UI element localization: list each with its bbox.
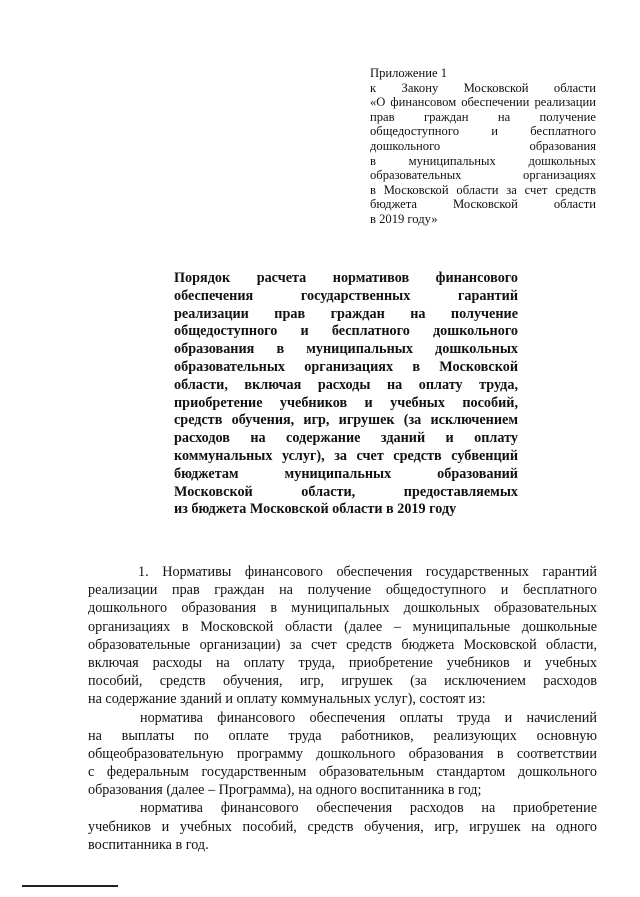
title-line: Порядок расчета нормативов финансового — [174, 270, 518, 286]
body-line: с федеральным государственным образовательным стандартом дошкольного — [88, 764, 597, 781]
title-line: образовательных организациях в Московской — [174, 358, 518, 375]
body-line: реализации прав граждан на получение общедоступного и бесплатного — [88, 582, 597, 599]
title-line: расходов на содержание зданий и оплату — [174, 430, 518, 447]
body-line: общеобразовательную программу дошкольного образования в соответствии — [88, 745, 597, 762]
appendix-line: Приложение 1 — [370, 66, 448, 80]
body-line: норматива финансового обеспечения оплаты труда и начислений — [140, 709, 597, 726]
appendix-line: образовательных организациях — [370, 168, 596, 183]
title-line: коммунальных услуг), за счет средств субвенций — [174, 447, 518, 464]
title-line: приобретение учебников и учебных пособий, — [174, 394, 518, 411]
appendix-header — [370, 66, 596, 227]
body-line: организациях в Московской области (далее – муниципальные дошкольные — [88, 618, 597, 635]
appendix-line: к Закону Московской области — [370, 80, 596, 95]
body-line: на содержание зданий и оплату коммунальных услуг), состоят из: — [88, 691, 486, 708]
title-line: из бюджета Московской области в 2019 году — [174, 501, 457, 518]
title-line: средств обучения, игр, игрушек (за исключением — [174, 412, 518, 429]
title-line: области, включая расходы на оплату труда, — [174, 376, 518, 393]
appendix-line: прав граждан на получение — [370, 109, 596, 124]
title-line: реализации прав граждан на получение — [174, 305, 518, 322]
body-line: дошкольного образования в муниципальных дошкольных образовательных — [88, 600, 597, 617]
title-line: обеспечения государственных гарантий — [174, 287, 518, 304]
body-line: образования (далее – Программа), на одного воспитанника в год; — [88, 782, 482, 799]
title-line: Московской области, предоставляемых — [174, 483, 518, 500]
body-text — [88, 563, 597, 854]
body-line: норматива финансового обеспечения расходов на приобретение — [140, 800, 597, 817]
body-line: образовательные организации) за счет средств бюджета Московской области, — [88, 636, 597, 653]
appendix-line: в 2019 году» — [370, 211, 438, 226]
body-line: учебников и учебных пособий, средств обучения, игр, игрушек на одного — [88, 818, 597, 835]
title-line: образования в муниципальных дошкольных — [174, 341, 518, 358]
appendix-line: «О финансовом обеспечении реализации — [370, 95, 596, 110]
body-line: на выплаты по оплате труда работников, реализующих основную — [88, 727, 597, 744]
body-line: воспитанника в год. — [88, 836, 209, 853]
document-title — [174, 270, 518, 519]
appendix-line: дошкольного образования — [370, 138, 596, 153]
title-line: общедоступного и бесплатного дошкольного — [174, 323, 518, 340]
body-line: 1. Нормативы финансового обеспечения государственных гарантий — [138, 564, 597, 580]
appendix-line: общедоступного и бесплатного — [370, 124, 596, 139]
title-line: бюджетам муниципальных образований — [174, 465, 518, 482]
appendix-line: в муниципальных дошкольных — [370, 153, 596, 168]
appendix-line: в Московской области за счет средств — [370, 182, 596, 197]
footer-rule — [22, 885, 118, 887]
body-line: включая расходы на оплату труда, приобретение учебников и учебных — [88, 654, 597, 671]
body-line: пособий, средств обучения, игр, игрушек (за исключением расходов — [88, 673, 597, 690]
appendix-line: бюджета Московской области — [370, 197, 596, 212]
